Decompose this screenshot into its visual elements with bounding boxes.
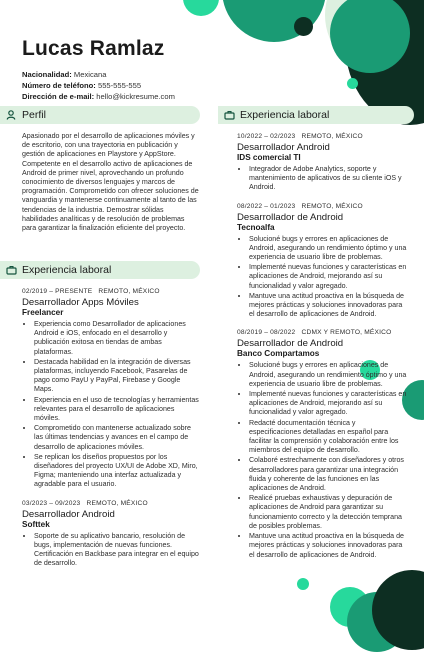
job-title: Desarrollador de Android xyxy=(237,211,344,223)
info-value: Mexicana xyxy=(73,70,107,79)
job-title: Desarrollador Android xyxy=(22,508,115,520)
job-dates: 02/2019 – PRESENTE xyxy=(22,288,93,295)
job-entry xyxy=(237,328,409,559)
job-dates: 10/2022 – 02/2023 xyxy=(237,133,296,140)
section-title: Perfil xyxy=(22,109,46,121)
bullet-item: • Realicé pruebas exhaustivas y depuración de aplicaciones de Android para garantizar su funcionamiento correcto y la detección temprana de posibles problemas. xyxy=(249,494,409,531)
bullet-item: • Destacada habilidad en la integración de diversas plataformas, incluyendo Facebook, Pasarelas de pago como PayU y PayPal, Firebase y Google Maps. xyxy=(34,358,199,395)
bullet-item: • Mantuve una actitud proactiva en la búsqueda de mejores prácticas y soluciones innovadoras para el desarrollo de aplicaciones de Android. xyxy=(249,292,409,320)
job-dates: 03/2023 – 09/2023 xyxy=(22,499,81,507)
decor-circle xyxy=(347,78,358,89)
job-location: CDMX Y REMOTO, MÉXICO xyxy=(301,329,392,337)
section-header-experience-left xyxy=(0,261,200,279)
job-location: REMOTO, MÉXICO xyxy=(301,202,363,210)
bullet-item: • Soporte de su aplicativo bancario, resolución de bugs, implementación de nuevas funciones. Certificación en Backbase para integrar en el equipo de desarrollo. xyxy=(34,532,199,569)
profile-section xyxy=(22,132,199,233)
company-name: Tecnoalfa xyxy=(237,222,275,232)
bullet-item: • Implementé nuevas funciones y características en aplicaciones de Android, mejorando así su funcionalidad y valor agregado. xyxy=(249,263,409,291)
info-value: hello@kickresume.com xyxy=(96,92,175,101)
bullet-item: • Experiencia en el uso de tecnologías y herramientas relevantes para el desarrollo de aplicaciones móviles. xyxy=(34,396,199,424)
section-title: Experiencia laboral xyxy=(240,109,330,121)
job-bullets xyxy=(237,361,409,559)
job-meta xyxy=(237,328,409,337)
bullet-item: • Comprometido con mantenerse actualizado sobre las últimas tendencias y avances en el campo de desarrollo de aplicaciones móviles. xyxy=(34,424,199,452)
job-title: Desarrollador Apps Móviles xyxy=(22,297,139,308)
info-value: 555-555-555 xyxy=(97,81,142,90)
info-row-phone xyxy=(22,80,175,91)
job-meta xyxy=(237,202,409,211)
company-name: Softtek xyxy=(22,519,50,529)
job-dates: 08/2019 – 08/2022 xyxy=(237,329,296,337)
decor-circle xyxy=(297,578,309,590)
bullet-item: • Redacté documentación técnica y especificaciones detalladas en español para facilitar la comprensión y colaboración entre los miembros del equipo de desarrollo. xyxy=(249,419,409,456)
briefcase-icon xyxy=(223,109,235,121)
job-location: REMOTO, MÉXICO xyxy=(301,133,363,140)
bullet-item: • Solucioné bugs y errores en aplicaciones de Android, asegurando un rendimiento óptimo y una experiencia de usuario libre de problemas. xyxy=(249,361,409,389)
person-icon xyxy=(5,109,17,121)
bullet-item: • Implementé nuevas funciones y características en aplicaciones de Android, mejorando así su funcionalidad y valor agregado. xyxy=(249,390,409,418)
job-dates: 08/2022 – 01/2023 xyxy=(237,202,296,210)
briefcase-icon xyxy=(5,264,17,276)
candidate-name: Lucas Ramlaz xyxy=(22,37,165,60)
job-title: Desarrollador Android xyxy=(237,142,330,153)
section-header-profile xyxy=(0,106,200,124)
job-bullets xyxy=(237,165,409,193)
profile-text: Apasionado por el desarrollo de aplicaciones móviles y de escritorio, con una trayectoria en publicación y gestión de aplicaciones en Playstore y AppStore. Competente en el desarrollo activo de aplicaciones de Android de primer nivel, aprovechando un profundo conocimiento de diversos lenguajes y marcos de programación. Comprometido con ofrecer soluciones de vanguardia y mantenerse continuamente al tanto de las tendencias de la industria. Demostrar sólidas habilidades analíticas y de resolución de problemas para garantizar la finalización eficiente del proyecto. xyxy=(22,132,199,233)
company-name: Banco Compartamos xyxy=(237,349,320,359)
job-entry xyxy=(237,202,409,320)
section-header-experience-right xyxy=(218,106,414,124)
decor-circle xyxy=(183,0,219,16)
job-entry xyxy=(237,132,409,193)
job-bullets xyxy=(237,235,409,320)
info-label: Número de teléfono: xyxy=(22,81,96,90)
bullet-item: • Mantuve una actitud proactiva en la búsqueda de mejores prácticas y soluciones innovadoras para el desarrollo de aplicaciones de Android. xyxy=(249,532,409,560)
job-meta xyxy=(22,287,199,296)
job-location: REMOTO, MÉXICO xyxy=(98,288,160,295)
job-meta xyxy=(22,499,199,508)
bullet-item: • Colaboré estrechamente con diseñadores y otros desarrolladores para garantizar una integración fluida y coherente de las funciones en las aplicaciones de Android. xyxy=(249,456,409,493)
bullet-item: • Se replican los diseños propuestos por los diseñadores del proyecto UX/UI de Adobe XD, Miro, Figma; manteniendo una interfaz actualizada y agradable para el usuario. xyxy=(34,453,199,490)
company-name: IDS comercial TI xyxy=(237,153,301,162)
decor-circle xyxy=(294,17,313,36)
job-meta xyxy=(237,132,409,141)
section-title: Experiencia laboral xyxy=(22,264,112,276)
job-bullets xyxy=(22,532,199,569)
job-entry xyxy=(22,499,199,569)
info-row-email xyxy=(22,91,175,102)
info-label: Nacionalidad: xyxy=(22,70,72,79)
bullet-item: • Experiencia como Desarrollador de aplicaciones Android e iOS, enfocado en el desarrollo y publicación exitosa en tiendas de ambas plataformas. xyxy=(34,320,199,357)
job-location: REMOTO, MÉXICO xyxy=(86,499,148,507)
info-row-nationality xyxy=(22,69,175,80)
job-bullets xyxy=(22,320,199,490)
personal-info xyxy=(22,69,175,102)
bullet-item: • Integrador de Adobe Analytics, soporte y mantenimiento de aplicativos de su cliente iOS y Android. xyxy=(249,165,409,193)
experience-list-right xyxy=(237,132,409,569)
company-name: Freelancer xyxy=(22,308,64,317)
job-entry xyxy=(22,287,199,490)
experience-list-left xyxy=(22,287,199,577)
bullet-item: • Solucioné bugs y errores en aplicaciones de Android, asegurando un rendimiento óptimo y una experiencia de usuario libre de problemas. xyxy=(249,235,409,263)
job-title: Desarrollador de Android xyxy=(237,338,344,350)
info-label: Dirección de e-mail: xyxy=(22,92,95,101)
